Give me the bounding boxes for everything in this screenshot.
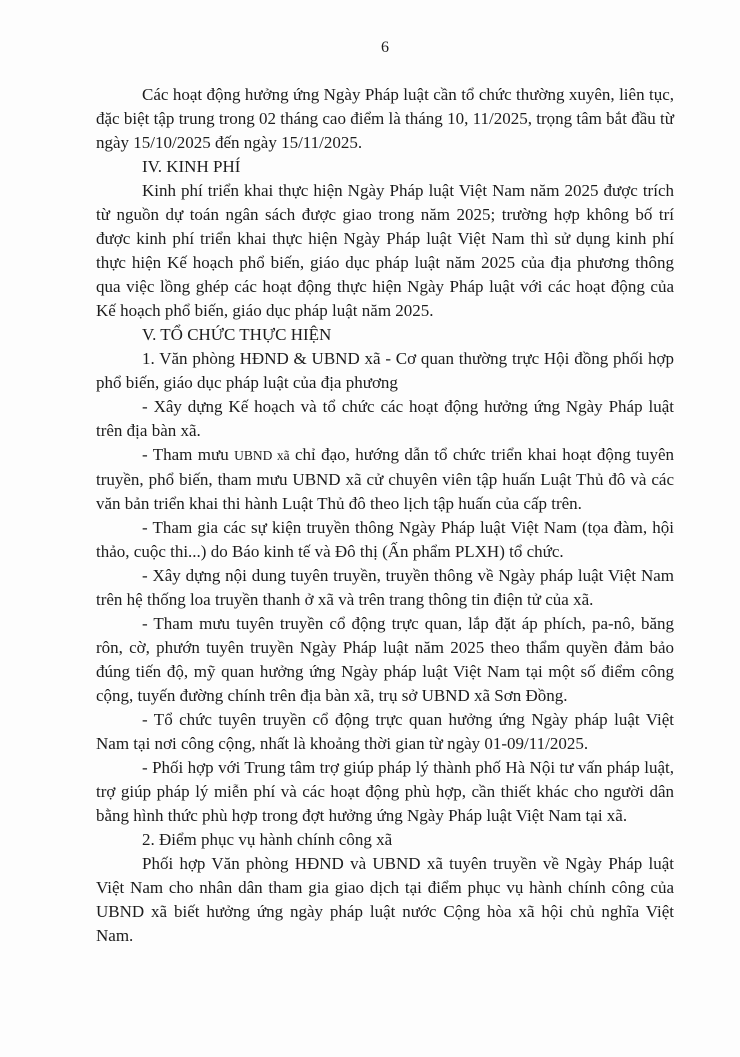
intro-paragraph: Các hoạt động hưởng ứng Ngày Pháp luật cần tổ chức thường xuyên, liên tục, đặc biệt tập trung trong 02 tháng cao điểm là tháng 10, 11/2025, trọng tâm bắt đầu từ ngày 15/10/2025 đến ngày 15/11/2025. <box>96 85 674 152</box>
section-heading-to-chuc-thuc-hien: V. TỔ CHỨC THỰC HIỆN <box>142 325 332 344</box>
bullet-text-segment: - Tham mưu <box>142 445 235 464</box>
subsection-heading-diem-phuc-vu: 2. Điểm phục vụ hành chính công xã <box>142 830 393 849</box>
bullet-item <box>96 443 674 516</box>
kinh-phi-paragraph: Kinh phí triển khai thực hiện Ngày Pháp luật Việt Nam năm 2025 được trích từ nguồn dự toán ngân sách được giao trong năm 2025; trường hợp không bố trí được kinh phí triển khai thực hiện Ngày Pháp luật Việt Nam thì sử dụng kinh phí thực hiện Kế hoạch phổ biến, giáo dục pháp luật năm 2025 của địa phương thông qua việc lồng ghép các hoạt động thực hiện Ngày Pháp luật với các hoạt động của Kế hoạch phổ biến, giáo dục pháp luật năm 2025. <box>96 181 674 320</box>
bullet-text-segment-small: UBND xã <box>234 448 290 463</box>
document-body <box>96 83 674 948</box>
closing-paragraph: Phối hợp Văn phòng HĐND và UBND xã tuyên truyền về Ngày Pháp luật Việt Nam cho nhân dân tham gia giao dịch tại điểm phục vụ hành chính công của UBND xã biết hưởng ứng ngày pháp luật nước Cộng hòa xã hội chủ nghĩa Việt Nam. <box>96 854 674 945</box>
bullet-item: - Xây dựng Kế hoạch và tổ chức các hoạt động hưởng ứng Ngày Pháp luật trên địa bàn xã. <box>96 397 674 440</box>
section-heading-kinh-phi: IV. KINH PHÍ <box>142 157 241 176</box>
bullet-item: - Tham mưu tuyên truyền cổ động trực quan, lắp đặt áp phích, pa-nô, băng rôn, cờ, phướn tuyên truyền Ngày Pháp luật năm 2025 theo thẩm quyền đảm bảo đúng tiến độ, mỹ quan hưởng ứng Ngày pháp luật Việt Nam tại một số điểm công cộng, tuyến đường chính trên địa bàn xã, trụ sở UBND xã Sơn Đồng. <box>96 614 674 705</box>
bullet-text-segment: chỉ đạo, hướng dẫn tổ chức triển khai hoạt động tuyên truyền, phổ biến, tham mưu UBND xã cử chuyên viên tập huấn Luật Thủ đô và các văn bản triển khai thi hành Luật Thủ đô theo lịch tập huấn của cấp trên. <box>96 445 674 513</box>
page-number: 6 <box>381 39 389 56</box>
bullet-item: - Phối hợp với Trung tâm trợ giúp pháp lý thành phố Hà Nội tư vấn pháp luật, trợ giúp pháp lý miễn phí và các hoạt động phù hợp, cần thiết khác cho người dân bằng hình thức phù hợp trong đợt hưởng ứng Ngày Pháp luật Việt Nam tại xã. <box>96 758 674 825</box>
bullet-item: - Tổ chức tuyên truyền cổ động trực quan hưởng ứng Ngày pháp luật Việt Nam tại nơi công cộng, nhất là khoảng thời gian từ ngày 01-09/11/2025. <box>96 710 674 753</box>
subsection-heading-van-phong: 1. Văn phòng HĐND & UBND xã - Cơ quan thường trực Hội đồng phối hợp phổ biến, giáo dục pháp luật của địa phương <box>96 349 674 392</box>
bullet-item: - Xây dựng nội dung tuyên truyền, truyền thông về Ngày pháp luật Việt Nam trên hệ thống loa truyền thanh ở xã và trên trang thông tin điện tử của xã. <box>96 566 674 609</box>
bullet-item: - Tham gia các sự kiện truyền thông Ngày Pháp luật Việt Nam (tọa đàm, hội thảo, cuộc thi...) do Báo kinh tế và Đô thị (Ấn phẩm PLXH) tổ chức. <box>96 518 674 561</box>
